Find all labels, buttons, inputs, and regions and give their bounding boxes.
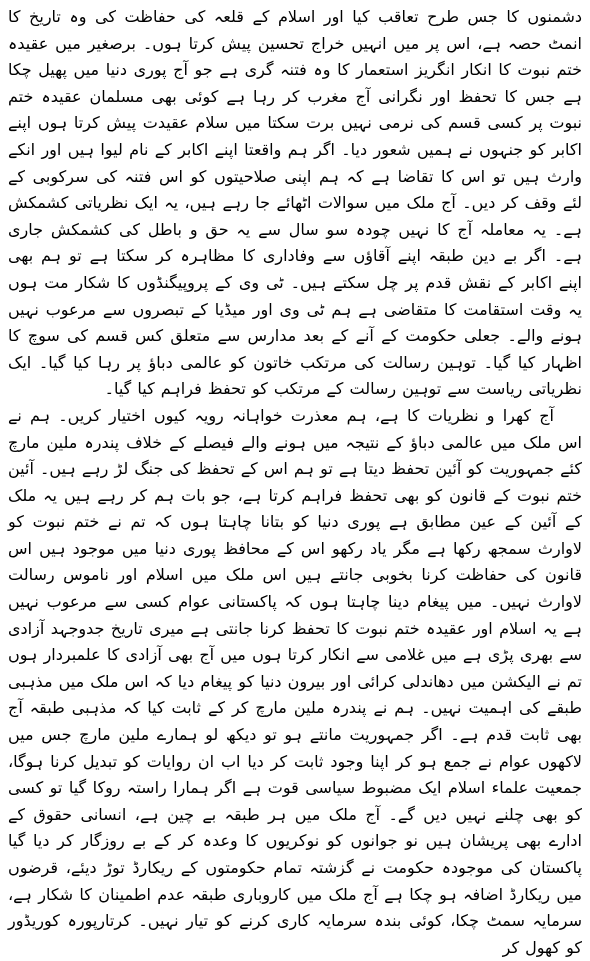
article-paragraph-1: دشمنوں کا جس طرح تعاقب کیا اور اسلام کے قلعہ کی حفاظت کی وہ تاریخ کا انمٹ حصہ ہے، اس پر میں انہیں خراج تحسین پیش کرتا ہوں۔ برصغیر میں عقیدہ ختم نبوت کا انکار انگریز استعمار کا وہ فتنہ گری ہے جو آج پوری دنیا میں پھیل چکا ہے جس کا تحفظ اور نگرانی آج مغرب کر رہا ہے کوئی بھی مسلمان عقیدہ ختم نبوت پر کسی قسم کی نرمی نہیں برت سکتا میں سلام عقیدت پیش کرتا ہوں اپنے اکابر کو جنہوں نے ہمیں شعور دیا۔ اگر ہم واقعتا اپنے اکابر کے نام لیوا ہیں اور انکے وارث ہیں تو اس کا تقاضا ہے کہ ہم اپنی صلاحیتوں کو اس فتنہ کی سرکوبی کے لئے وقف کر دیں۔ آج ملک میں سوالات اٹھائے جا رہے ہیں، یہ ایک نظریاتی کشمکش ہے۔ یہ معاملہ آج کا نہیں چودہ سو سال سے یہ حق و باطل کی کشمکش جاری ہے۔ اگر بے دین طبقہ اپنے آقاؤں سے وفاداری کا مظاہرہ کر سکتا ہے تو ہم بھی اپنے اکابر کے نقش قدم پر چل سکتے ہیں۔ ٹی وی کے پروپیگنڈوں کا شکار مت ہوں یہ وقت استقامت کا متقاضی ہے ہم ٹی وی اور میڈیا کے تبصروں سے مرعوب نہیں ہونے والے۔ جعلی حکومت کے آنے کے بعد مدارس سے متعلق کس قسم کی سوچ کا اظہار کیا گیا۔ توہین رسالت کی مرتکب خاتون کو عالمی دباؤ پر رہا کیا گیا۔ ایک نظریاتی ریاست سے توہین رسالت کے مرتکب کو تحفظ فراہم کیا گیا۔ [8, 7, 582, 399]
article-paragraph-2: آج کھرا و نظریات کا ہے، ہم معذرت خواہانہ رویہ کیوں اختیار کریں۔ ہم نے اس ملک میں عالمی دباؤ کے نتیجہ میں ہونے والے فیصلے کے خلاف پندرہ ملین مارچ کئے جمہوریت کو آئین تحفظ دیتا ہے تو ہم اس کے تحفظ کی جنگ لڑ رہے ہیں۔ آئین ختم نبوت کے قانون کو بھی تحفظ فراہم کرتا ہے، جو بات ہم کر رہے ہیں یہ ملک کے آئین کے عین مطابق ہے پوری دنیا کو بتانا چاہتا ہوں کہ تم نے ختم نبوت کو لاوارث سمجھ رکھا ہے مگر یاد رکھو اس کے محافظ پوری دنیا میں موجود ہیں اس قانون کی حفاظت کرنا بخوبی جانتے ہیں اس ملک میں اسلام اور ناموس رسالت لاوارث نہیں۔ میں پیغام دینا چاہتا ہوں کہ پاکستانی عوام کسی سے مرعوب نہیں ہے یہ اسلام اور عقیدہ ختم نبوت کا تحفظ کرنا جانتی ہے میری تاریخ جدوجہد آزادی سے بھری پڑی ہے میں غلامی سے انکار کرتا ہوں میں آج بھی آزادی کا علمبردار ہوں تم نے الیکشن میں دھاندلی کرائی اور بیرون دنیا کو پیغام دیا کہ اس ملک میں مذہبی طبقے کی اہمیت نہیں۔ ہم نے پندرہ ملین مارچ کر کے ثابت کیا کہ مذہبی طبقہ آج بھی ثابت قدم ہے۔ اگر جمہوریت مانتے ہو تو دیکھ لو ہمارے ملین مارچ جس میں لاکھوں عوام نے جمع ہو کر اپنا وجود ثابت کر دیا اب ان روایات کو تبدیل کرنا ہوگا، جمعیت علماء اسلام ایک مضبوط سیاسی قوت ہے اگر ہمارا راستہ روکا گیا تو کسی کو بھی چلنے نہیں دیں گے۔ آج ملک میں ہر طبقہ بے چین ہے، انسانی حقوق کے ادارے بھی پریشان ہیں نو جوانوں کو نوکریوں کا وعدہ کر کے بے روزگار کر دیا گیا پاکستان کی موجودہ حکومت نے گزشتہ تمام حکومتوں کے ریکارڈ توڑ دیئے، قرضوں میں ریکارڈ اضافہ ہو چکا ہے آج ملک میں کاروباری طبقہ عدم اطمینان کا شکار ہے، سرمایہ سمٹ چکا، کوئی بندہ سرمایہ کاری کرنے کو تیار نہیں۔ کرتارپورہ کوریڈور کو کھول کر [8, 405, 582, 957]
